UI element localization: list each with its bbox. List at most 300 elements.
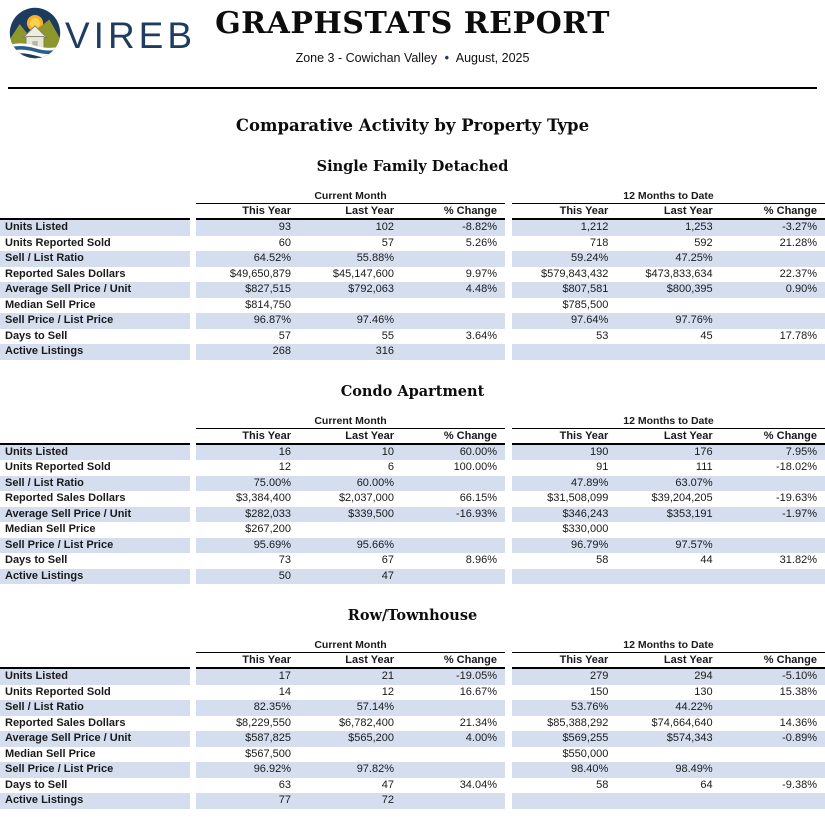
value-cell: $569,255	[562, 732, 609, 744]
row-label: Average Sell Price / Unit	[0, 282, 190, 298]
table-row	[0, 731, 825, 747]
12-months-values	[512, 778, 825, 794]
current-month-values	[196, 762, 505, 778]
current-month-values	[196, 569, 505, 585]
current-month-values	[196, 313, 505, 329]
table-row	[0, 778, 825, 794]
value-cell: $346,243	[562, 507, 609, 520]
column-gap	[505, 569, 512, 585]
value-cell: $579,843,432	[541, 267, 609, 280]
property-table-section	[0, 607, 825, 809]
column-gap	[505, 220, 512, 236]
current-month-columns	[196, 204, 505, 220]
table-row	[0, 220, 825, 236]
value-cell: 97.46%	[356, 314, 394, 326]
current-month-values	[196, 507, 505, 523]
12-months-values	[512, 716, 825, 732]
row-label: Sell / List Ratio	[0, 476, 190, 492]
value-cell	[512, 793, 616, 809]
column-header-pct-change: % Change	[763, 205, 817, 217]
group-header-current-month: Current Month	[196, 639, 505, 653]
value-cell: 31.82%	[779, 554, 817, 566]
value-cell	[512, 344, 616, 360]
column-gap	[505, 522, 512, 538]
group-gap	[505, 415, 512, 429]
column-gap	[505, 491, 512, 507]
value-cell: -8.82%	[462, 221, 497, 233]
column-gap	[505, 747, 512, 763]
value-cell: 15.38%	[779, 685, 817, 698]
report-header	[0, 0, 825, 89]
12-months-values	[512, 445, 825, 461]
row-label: Median Sell Price	[5, 523, 96, 535]
value-cell: 59.24%	[571, 252, 609, 264]
value-cell: 95.69%	[253, 538, 291, 551]
table-row	[0, 507, 825, 523]
column-gap	[505, 313, 512, 329]
12-months-values	[512, 313, 825, 329]
table-row	[0, 522, 825, 538]
subtitle-date: August, 2025	[455, 51, 530, 65]
row-label: Active Listings	[0, 344, 190, 360]
column-header-pct-change: % Change	[763, 429, 817, 442]
value-cell: 64.52%	[253, 252, 291, 264]
12-months-values	[512, 538, 825, 554]
column-header-this-year: This Year	[242, 654, 291, 666]
column-gap	[505, 762, 512, 778]
value-cell: 57	[381, 236, 394, 249]
current-month-values	[196, 716, 505, 732]
current-month-values	[196, 298, 505, 314]
table-column-header	[0, 204, 825, 220]
row-label: Units Reported Sold	[5, 685, 111, 698]
12-months-values	[512, 298, 825, 314]
row-label: Days to Sell	[5, 554, 68, 566]
value-cell: 91	[596, 461, 609, 473]
value-cell: 96.79%	[571, 538, 609, 551]
value-cell: 16	[278, 445, 291, 458]
current-month-columns	[196, 653, 505, 669]
value-cell	[299, 298, 402, 314]
value-cell: 47.25%	[675, 252, 713, 264]
value-cell	[721, 762, 825, 778]
value-cell	[402, 344, 505, 360]
value-cell	[616, 747, 720, 763]
column-header-pct-change: % Change	[763, 654, 817, 666]
value-cell: -0.89%	[782, 732, 817, 744]
current-month-values	[196, 685, 505, 701]
current-month-values	[196, 267, 505, 283]
header-divider	[8, 87, 817, 89]
column-gap	[505, 329, 512, 345]
value-cell: 73	[278, 554, 291, 566]
value-cell: 97.57%	[675, 538, 713, 551]
value-cell: $800,395	[666, 283, 713, 295]
value-cell: $785,500	[562, 298, 609, 311]
value-cell: 96.87%	[253, 314, 291, 326]
12-months-columns	[512, 204, 825, 220]
row-label: Median Sell Price	[5, 747, 96, 760]
column-header-pct-change: % Change	[443, 205, 497, 217]
value-cell: 130	[694, 685, 713, 698]
row-label: Average Sell Price / Unit	[0, 507, 190, 523]
value-cell	[402, 251, 505, 267]
value-cell: 98.40%	[571, 763, 609, 775]
12-months-values	[512, 731, 825, 747]
value-cell: 53.76%	[571, 701, 609, 713]
value-cell: -19.05%	[456, 670, 497, 682]
value-cell	[721, 793, 825, 809]
column-gap	[505, 685, 512, 701]
table-row	[0, 716, 825, 732]
value-cell: 63	[278, 778, 291, 791]
current-month-values	[196, 793, 505, 809]
group-header-current-month: Current Month	[196, 415, 505, 429]
value-cell: 10	[381, 445, 394, 458]
table-row	[0, 476, 825, 492]
value-cell: 14	[278, 685, 291, 698]
row-label: Sell Price / List Price	[0, 538, 190, 554]
value-cell: $31,508,099	[547, 492, 609, 504]
row-label: Average Sell Price / Unit	[0, 731, 190, 747]
12-months-values	[512, 476, 825, 492]
row-label: Active Listings	[0, 793, 190, 809]
value-cell: 63.07%	[675, 476, 713, 489]
row-label: Reported Sales Dollars	[5, 267, 126, 280]
value-cell: 316	[375, 345, 394, 357]
table-title: Condo Apartment	[340, 382, 485, 400]
column-gap	[505, 553, 512, 569]
group-gap	[505, 639, 512, 653]
value-cell	[299, 522, 402, 538]
12-months-columns	[512, 653, 825, 669]
table-row	[0, 747, 825, 763]
column-header-this-year: This Year	[242, 429, 291, 442]
value-cell	[402, 522, 505, 538]
table-row	[0, 793, 825, 809]
value-cell: 47.89%	[571, 476, 609, 489]
value-cell: 21.28%	[779, 236, 817, 249]
column-header-last-year: Last Year	[663, 205, 713, 217]
value-cell	[402, 298, 505, 314]
value-cell: 75.00%	[253, 476, 291, 489]
value-cell: -3.27%	[782, 221, 817, 233]
value-cell	[299, 747, 402, 763]
table-row	[0, 298, 825, 314]
value-cell: 97.82%	[356, 763, 394, 775]
row-label: Days to Sell	[5, 329, 68, 342]
value-cell: 67	[381, 554, 394, 566]
table-row	[0, 236, 825, 252]
row-label: Reported Sales Dollars	[5, 492, 126, 504]
value-cell: $6,782,400	[338, 716, 394, 729]
value-cell	[721, 538, 825, 554]
table-group-header	[0, 190, 825, 204]
table-row	[0, 251, 825, 267]
value-cell: 58	[596, 778, 609, 791]
value-cell: 58	[596, 554, 609, 566]
value-cell	[721, 476, 825, 492]
row-label: Sell / List Ratio	[0, 251, 190, 267]
12-months-values	[512, 460, 825, 476]
12-months-values	[512, 669, 825, 685]
value-cell	[721, 747, 825, 763]
table-row	[0, 329, 825, 345]
value-cell: 72	[381, 794, 394, 806]
row-label: Units Reported Sold	[5, 461, 111, 473]
value-cell	[721, 700, 825, 716]
column-gap	[505, 236, 512, 252]
report-title: GRAPHSTATS REPORT	[215, 6, 610, 41]
value-cell: 55	[381, 329, 394, 342]
value-cell	[616, 569, 720, 585]
row-label: Sell / List Ratio	[0, 700, 190, 716]
value-cell: 57	[278, 329, 291, 342]
value-cell: 77	[278, 794, 291, 806]
column-header-last-year: Last Year	[663, 654, 713, 666]
current-month-values	[196, 731, 505, 747]
value-cell: 9.97%	[465, 267, 497, 280]
value-cell: 279	[589, 670, 609, 682]
12-months-values	[512, 251, 825, 267]
column-gap	[505, 731, 512, 747]
value-cell: 95.66%	[356, 538, 394, 551]
row-label: Units Reported Sold	[5, 236, 111, 249]
value-cell: $565,200	[348, 732, 394, 744]
value-cell: 97.76%	[675, 314, 713, 326]
column-header-last-year: Last Year	[345, 429, 394, 442]
property-table-section	[0, 158, 825, 360]
12-months-values	[512, 762, 825, 778]
value-cell	[721, 344, 825, 360]
value-cell: 190	[589, 445, 609, 458]
column-header-this-year: This Year	[559, 429, 609, 442]
value-cell: 100.00%	[453, 461, 497, 473]
table-row	[0, 538, 825, 554]
12-months-values	[512, 700, 825, 716]
value-cell: 6	[387, 461, 394, 473]
value-cell: -16.93%	[456, 507, 497, 520]
column-gap	[505, 507, 512, 523]
value-cell: 176	[694, 445, 713, 458]
value-cell	[402, 762, 505, 778]
value-cell: -5.10%	[782, 670, 817, 682]
subtitle-bullet: •	[444, 51, 449, 65]
column-gap	[505, 282, 512, 298]
value-cell: 5.26%	[465, 236, 497, 249]
value-cell: -19.63%	[776, 492, 817, 504]
12-months-values	[512, 344, 825, 360]
value-cell: $353,191	[666, 507, 713, 520]
value-cell: $814,750	[245, 298, 291, 311]
row-label: Sell Price / List Price	[0, 762, 190, 778]
12-months-columns	[512, 429, 825, 445]
value-cell	[402, 793, 505, 809]
value-cell	[402, 747, 505, 763]
value-cell: $473,833,634	[645, 267, 713, 280]
current-month-values	[196, 476, 505, 492]
value-cell: 294	[694, 670, 713, 682]
current-month-values	[196, 522, 505, 538]
table-rows	[0, 669, 825, 809]
value-cell: 0.90%	[785, 283, 817, 295]
12-months-values	[512, 747, 825, 763]
value-cell	[616, 522, 720, 538]
value-cell: 22.37%	[779, 267, 817, 280]
value-cell: 47	[381, 569, 394, 582]
group-header-12-months: 12 Months to Date	[512, 415, 825, 429]
value-cell	[402, 538, 505, 554]
row-label: Sell Price / List Price	[0, 313, 190, 329]
12-months-values	[512, 507, 825, 523]
group-header-spacer	[0, 639, 196, 653]
table-title: Row/Townhouse	[347, 607, 478, 624]
value-cell: 55.88%	[356, 252, 394, 264]
value-cell: $45,147,600	[332, 267, 394, 280]
brand-logo-block	[8, 6, 196, 65]
current-month-values	[196, 445, 505, 461]
column-gap	[505, 267, 512, 283]
value-cell: 82.35%	[253, 701, 291, 713]
table-column-header	[0, 653, 825, 669]
current-month-values	[196, 700, 505, 716]
table-row	[0, 344, 825, 360]
tables-host	[0, 158, 825, 809]
value-cell: 12	[381, 685, 394, 698]
table-row	[0, 282, 825, 298]
value-cell: $39,204,205	[651, 492, 713, 504]
column-gap	[505, 538, 512, 554]
column-header-blank	[0, 429, 190, 445]
current-month-values	[196, 344, 505, 360]
value-cell: 50	[278, 569, 291, 582]
value-cell: 150	[589, 685, 609, 698]
value-cell: 718	[589, 236, 609, 249]
table-row	[0, 460, 825, 476]
12-months-values	[512, 329, 825, 345]
value-cell: $49,650,879	[229, 267, 291, 280]
row-label: Active Listings	[0, 569, 190, 585]
value-cell	[616, 793, 720, 809]
property-table-section	[0, 383, 825, 585]
value-cell	[402, 476, 505, 492]
value-cell: -18.02%	[776, 461, 817, 473]
value-cell: 4.48%	[465, 283, 497, 295]
row-label: Units Listed	[0, 669, 190, 685]
12-months-values	[512, 553, 825, 569]
value-cell: $267,200	[245, 523, 291, 535]
value-cell: $282,033	[245, 507, 291, 520]
current-month-values	[196, 553, 505, 569]
value-cell	[402, 313, 505, 329]
value-cell: $827,515	[245, 283, 291, 295]
table-row	[0, 669, 825, 685]
value-cell: 17	[278, 670, 291, 682]
value-cell: 8.96%	[465, 554, 497, 566]
table-row	[0, 569, 825, 585]
current-month-values	[196, 329, 505, 345]
current-month-values	[196, 220, 505, 236]
current-month-values	[196, 491, 505, 507]
value-cell: 44	[700, 554, 713, 566]
current-month-values	[196, 460, 505, 476]
value-cell: $339,500	[348, 507, 394, 520]
value-cell: 21.34%	[459, 716, 497, 729]
value-cell	[402, 569, 505, 585]
12-months-values	[512, 685, 825, 701]
current-month-values	[196, 236, 505, 252]
group-header-12-months: 12 Months to Date	[512, 639, 825, 653]
value-cell: $8,229,550	[235, 716, 291, 729]
value-cell: 14.36%	[779, 716, 817, 729]
current-month-values	[196, 538, 505, 554]
value-cell: 93	[278, 221, 291, 233]
value-cell: 111	[695, 461, 713, 473]
table-row	[0, 685, 825, 701]
value-cell: $587,825	[245, 732, 291, 744]
group-header-12-months: 12 Months to Date	[512, 190, 825, 204]
value-cell: 64	[700, 778, 713, 791]
table-column-header	[0, 429, 825, 445]
value-cell: $792,063	[348, 283, 394, 295]
12-months-values	[512, 220, 825, 236]
12-months-values	[512, 282, 825, 298]
value-cell: 102	[375, 221, 394, 233]
column-gap	[505, 460, 512, 476]
column-header-blank	[0, 204, 190, 220]
table-row	[0, 267, 825, 283]
value-cell: $574,343	[666, 732, 713, 744]
value-cell	[721, 522, 825, 538]
row-label: Days to Sell	[5, 778, 68, 791]
value-cell: 60.00%	[459, 445, 497, 458]
table-row	[0, 762, 825, 778]
value-cell: $3,384,400	[235, 492, 291, 504]
value-cell: 98.49%	[675, 763, 713, 775]
current-month-values	[196, 669, 505, 685]
column-gap	[505, 716, 512, 732]
value-cell	[512, 569, 616, 585]
table-group-header	[0, 415, 825, 429]
value-cell: 1,253	[685, 221, 713, 233]
12-months-values	[512, 522, 825, 538]
row-label: Units Listed	[0, 445, 190, 461]
column-gap	[505, 476, 512, 492]
value-cell: $330,000	[562, 523, 609, 535]
value-cell: 21	[381, 670, 394, 682]
column-gap	[505, 344, 512, 360]
12-months-values	[512, 267, 825, 283]
value-cell: -1.97%	[782, 507, 817, 520]
current-month-columns	[196, 429, 505, 445]
table-row	[0, 700, 825, 716]
value-cell: 7.95%	[785, 445, 817, 458]
column-header-pct-change: % Change	[443, 429, 497, 442]
column-header-last-year: Last Year	[663, 429, 713, 442]
column-gap	[505, 445, 512, 461]
12-months-values	[512, 569, 825, 585]
value-cell: 66.15%	[459, 492, 497, 504]
value-cell	[721, 313, 825, 329]
value-cell: -9.38%	[782, 778, 817, 791]
value-cell: 12	[278, 461, 291, 473]
value-cell: 47	[381, 778, 394, 791]
column-header-pct-change: % Change	[443, 654, 497, 666]
value-cell: $807,581	[562, 283, 609, 295]
value-cell: $550,000	[562, 747, 609, 760]
value-cell: 44.22%	[675, 701, 713, 713]
current-month-values	[196, 778, 505, 794]
